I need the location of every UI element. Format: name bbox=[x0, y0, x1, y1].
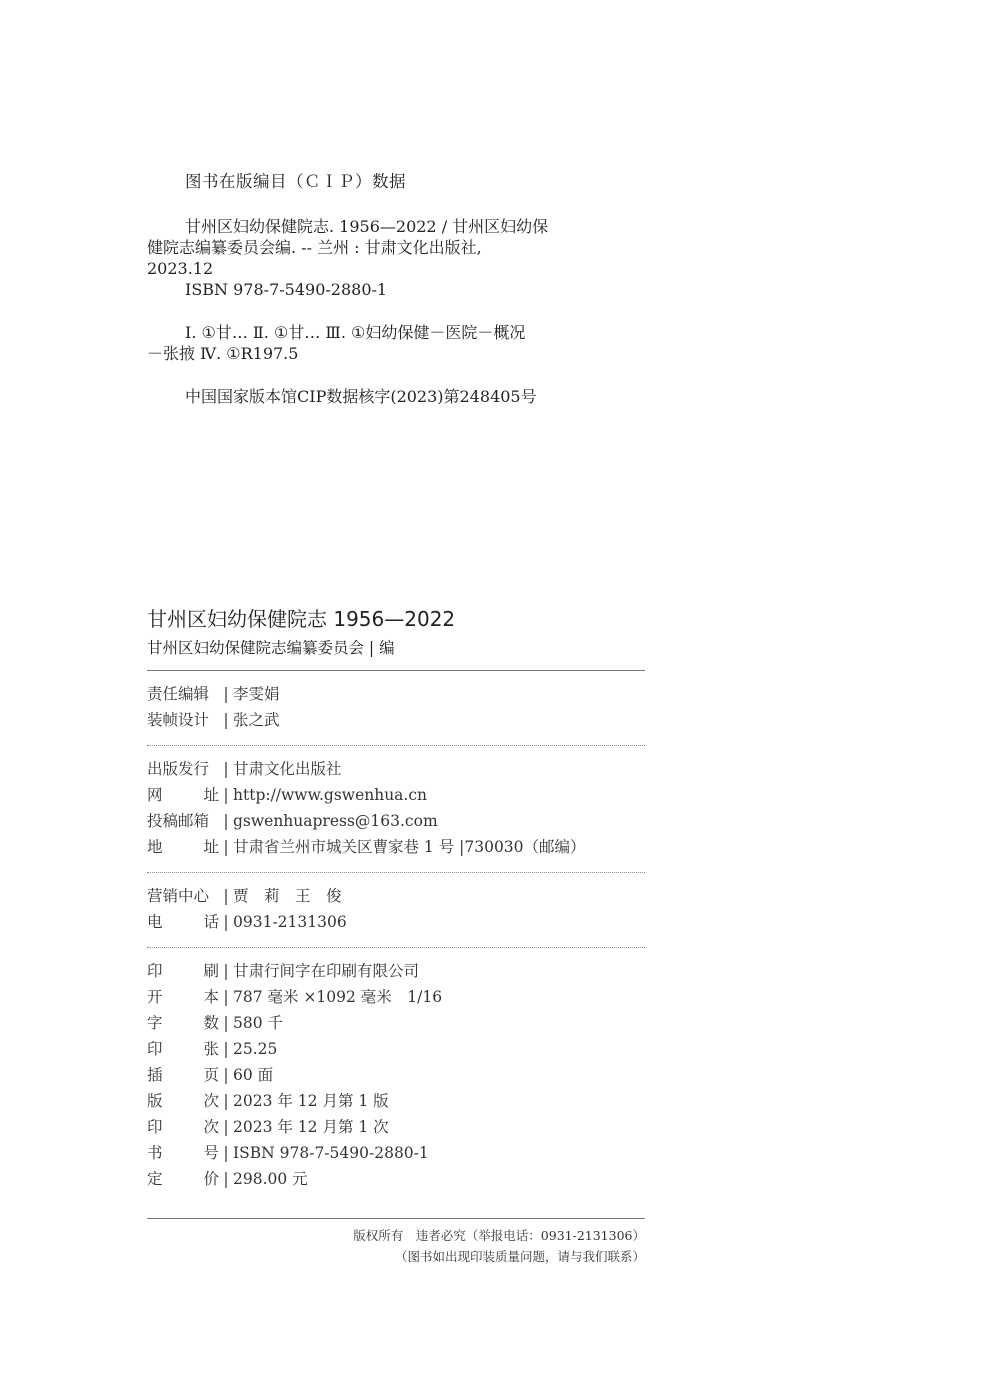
colophon-groups bbox=[147, 671, 645, 1204]
colophon-value: gswenhuapress@163.com bbox=[233, 812, 438, 830]
colophon-label-part: 址 bbox=[203, 838, 219, 856]
colophon-separator: | bbox=[223, 812, 229, 830]
colophon-label-part: 营销中心 bbox=[147, 887, 210, 905]
colophon-label bbox=[147, 782, 219, 808]
colophon-row bbox=[147, 1166, 645, 1192]
copyright-notice bbox=[147, 1225, 645, 1267]
colophon-label-part: 地 bbox=[147, 838, 163, 856]
colophon-row bbox=[147, 808, 645, 834]
colophon-group bbox=[147, 948, 645, 1204]
colophon-value: 甘肃行间字在印刷有限公司 bbox=[233, 962, 420, 980]
colophon-separator: | bbox=[223, 1040, 229, 1058]
colophon-label-part: 数 bbox=[203, 1014, 219, 1032]
colophon-separator: | bbox=[223, 887, 229, 905]
colophon-separator: | bbox=[223, 1170, 229, 1188]
colophon-value: 298.00 元 bbox=[233, 1170, 308, 1188]
colophon-separator: | bbox=[223, 1014, 229, 1032]
colophon-label-part: 本 bbox=[203, 988, 219, 1006]
colophon-label-part: 网 bbox=[147, 786, 163, 804]
colophon-label-part: 版 bbox=[147, 1092, 163, 1110]
colophon bbox=[147, 604, 645, 1267]
book-editor: 甘州区妇幼保健院志编纂委员会 | 编 bbox=[147, 639, 395, 657]
rights-reserved-line: 版权所有 违者必究（举报电话：0931-2131306） bbox=[353, 1228, 645, 1243]
colophon-separator: | bbox=[223, 1066, 229, 1084]
colophon-value: 0931-2131306 bbox=[233, 913, 347, 931]
colophon-separator: | bbox=[223, 838, 229, 856]
colophon-label-part: 号 bbox=[203, 1144, 219, 1162]
cip-isbn: ISBN 978-7-5490-2880-1 bbox=[185, 280, 388, 299]
colophon-label-part: 址 bbox=[203, 786, 219, 804]
colophon-row bbox=[147, 909, 645, 935]
colophon-separator: | bbox=[223, 962, 229, 980]
colophon-label bbox=[147, 958, 219, 984]
colophon-separator: | bbox=[223, 786, 229, 804]
colophon-value: 甘肃省兰州市城关区曹家巷 1 号 |730030（邮编） bbox=[233, 838, 586, 856]
colophon-label-part: 次 bbox=[203, 1118, 219, 1136]
colophon-value: 580 千 bbox=[233, 1014, 284, 1032]
colophon-separator: | bbox=[223, 913, 229, 931]
colophon-row bbox=[147, 681, 645, 707]
colophon-label bbox=[147, 1010, 219, 1036]
cip-record-line-3: 2023.12 bbox=[147, 259, 214, 278]
colophon-row bbox=[147, 756, 645, 782]
colophon-label-part: 责任编辑 bbox=[147, 685, 210, 703]
colophon-row bbox=[147, 1088, 645, 1114]
colophon-label-part: 开 bbox=[147, 988, 163, 1006]
cip-block bbox=[147, 168, 667, 407]
colophon-value: ISBN 978-7-5490-2880-1 bbox=[233, 1144, 429, 1162]
colophon-label-part: 定 bbox=[147, 1170, 163, 1188]
colophon-value: 甘肃文化出版社 bbox=[233, 760, 342, 778]
colophon-label-part: 印 bbox=[147, 1040, 163, 1058]
colophon-label bbox=[147, 756, 219, 782]
colophon-separator: | bbox=[223, 1144, 229, 1162]
colophon-label-part: 书 bbox=[147, 1144, 163, 1162]
colophon-row bbox=[147, 1010, 645, 1036]
colophon-value: 2023 年 12 月第 1 次 bbox=[233, 1118, 389, 1136]
colophon-separator: | bbox=[223, 1118, 229, 1136]
colophon-row bbox=[147, 782, 645, 808]
cip-record-line-2: 健院志编纂委员会编. -- 兰州 : 甘肃文化出版社, bbox=[147, 238, 482, 257]
colophon-label bbox=[147, 1062, 219, 1088]
colophon-row bbox=[147, 883, 645, 909]
colophon-value: 787 毫米 ×1092 毫米 1/16 bbox=[233, 988, 443, 1006]
colophon-label-part: 电 bbox=[147, 913, 163, 931]
colophon-separator: | bbox=[223, 760, 229, 778]
colophon-label bbox=[147, 681, 219, 707]
colophon-value: 张之武 bbox=[233, 711, 280, 729]
colophon-label bbox=[147, 1166, 219, 1192]
colophon-value: 贾 莉 王 俊 bbox=[233, 887, 342, 905]
colophon-row bbox=[147, 1114, 645, 1140]
colophon-label-part: 价 bbox=[203, 1170, 219, 1188]
colophon-row bbox=[147, 707, 645, 733]
colophon-label-part: 插 bbox=[147, 1066, 163, 1084]
colophon-label bbox=[147, 1140, 219, 1166]
colophon-label-part: 出版发行 bbox=[147, 760, 210, 778]
colophon-label bbox=[147, 1036, 219, 1062]
colophon-label bbox=[147, 834, 219, 860]
colophon-row bbox=[147, 958, 645, 984]
colophon-label bbox=[147, 909, 219, 935]
colophon-label-part: 刷 bbox=[203, 962, 219, 980]
cip-record-line-1: 甘州区妇幼保健院志. 1956—2022 / 甘州区妇幼保 bbox=[185, 217, 549, 236]
colophon-label bbox=[147, 808, 219, 834]
colophon-value: http://www.gswenhua.cn bbox=[233, 786, 428, 804]
colophon-label bbox=[147, 984, 219, 1010]
cip-subject-line-2: －张掖 Ⅳ. ①R197.5 bbox=[147, 344, 299, 363]
colophon-separator: | bbox=[223, 1092, 229, 1110]
quality-contact-line: （图书如出现印装质量问题，请与我们联系） bbox=[394, 1249, 645, 1264]
colophon-separator: | bbox=[223, 685, 229, 703]
colophon-value: 25.25 bbox=[233, 1040, 278, 1058]
colophon-label-part: 次 bbox=[203, 1092, 219, 1110]
colophon-row bbox=[147, 984, 645, 1010]
colophon-label bbox=[147, 1088, 219, 1114]
colophon-label-part: 张 bbox=[203, 1040, 219, 1058]
colophon-label bbox=[147, 883, 219, 909]
cip-heading: 图书在版编目（ＣＩＰ）数据 bbox=[185, 172, 406, 191]
colophon-separator: | bbox=[223, 988, 229, 1006]
colophon-label bbox=[147, 1114, 219, 1140]
cip-verification-number: 中国国家版本馆CIP数据核字(2023)第248405号 bbox=[185, 387, 537, 406]
colophon-separator: | bbox=[223, 711, 229, 729]
book-title: 甘州区妇幼保健院志 1956—2022 bbox=[147, 607, 456, 631]
colophon-label-part: 页 bbox=[203, 1066, 219, 1084]
colophon-label-part: 印 bbox=[147, 1118, 163, 1136]
colophon-value: 2023 年 12 月第 1 版 bbox=[233, 1092, 389, 1110]
colophon-group bbox=[147, 746, 645, 872]
colophon-label-part: 字 bbox=[147, 1014, 163, 1032]
colophon-label bbox=[147, 707, 219, 733]
footer-divider bbox=[147, 1218, 645, 1219]
cip-subject-line-1: Ⅰ. ①甘… Ⅱ. ①甘… Ⅲ. ①妇幼保健－医院－概况 bbox=[185, 323, 526, 342]
colophon-group bbox=[147, 671, 645, 745]
colophon-row bbox=[147, 1036, 645, 1062]
colophon-row bbox=[147, 1140, 645, 1166]
colophon-label-part: 话 bbox=[203, 913, 219, 931]
colophon-value: 60 面 bbox=[233, 1066, 274, 1084]
colophon-label-part: 印 bbox=[147, 962, 163, 980]
colophon-row bbox=[147, 1062, 645, 1088]
colophon-group bbox=[147, 873, 645, 947]
colophon-value: 李雯娟 bbox=[233, 685, 280, 703]
colophon-label-part: 装帧设计 bbox=[147, 711, 210, 729]
colophon-label-part: 投稿邮箱 bbox=[147, 812, 210, 830]
colophon-row bbox=[147, 834, 645, 860]
